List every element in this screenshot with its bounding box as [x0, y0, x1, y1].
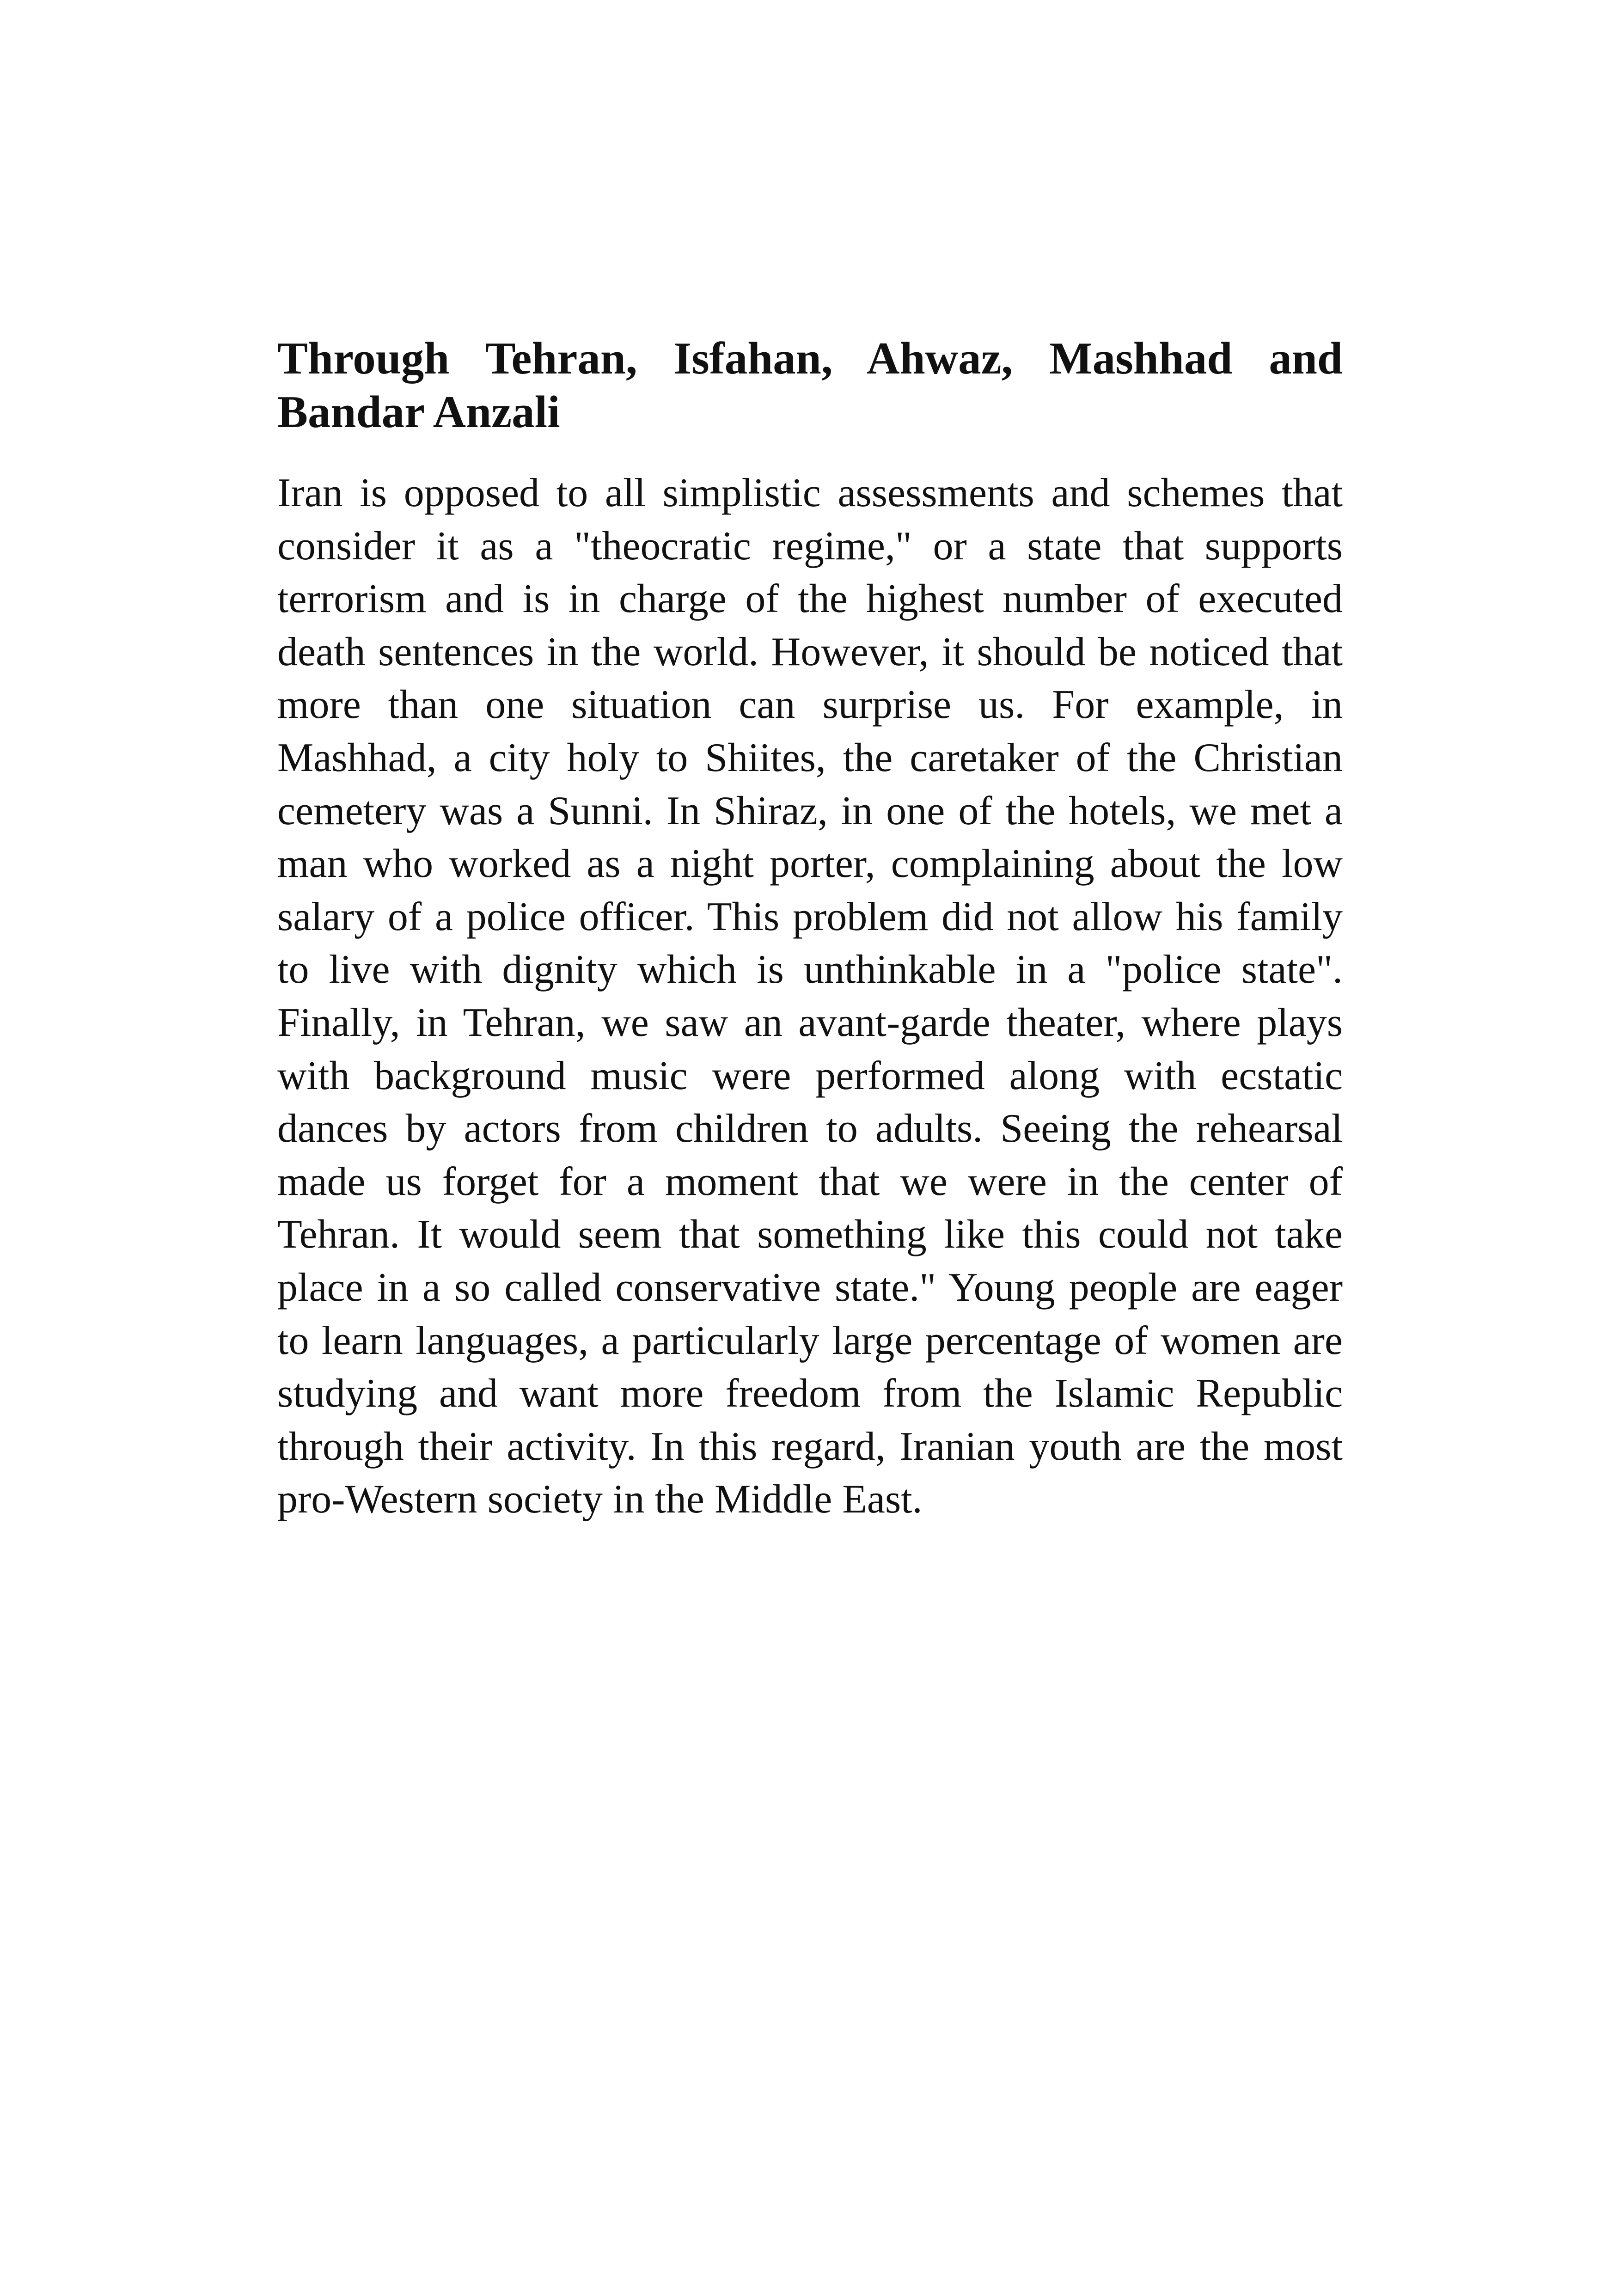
section-heading: Through Tehran, Isfahan, Ahwaz, Mashhad and Bandar Anzali — [277, 333, 1343, 437]
text-block — [277, 332, 1343, 1526]
body-paragraph: Iran is opposed to all simplistic assessments and schemes that consider it as a "theocratic regime," or a state that supports terrorism and is in charge of the highest number of executed death sentences in the world. However, it should be noticed that more than one situation can surprise us. For example, in Mashhad, a city holy to Shiites, the caretaker of the Christian cemetery was a Sunni. In Shiraz, in one of the hotels, we met a man who worked as a night porter, complaining about the low salary of a police officer. This problem did not allow his family to live with dignity which is unthinkable in a "police state". Finally, in Tehran, we saw an avant-garde theater, where plays with background music were performed along with ecstatic dances by actors from children to adults. Seeing the rehearsal made us forget for a moment that we were in the center of Tehran. It would seem that something like this could not take place in a so called conservative state." Young people are eager to learn languages, a particularly large percentage of women are studying and want more freedom from the Islamic Republic through their activity. In this regard, Iranian youth are the most pro-Western society in the Middle East. — [277, 471, 1343, 1522]
